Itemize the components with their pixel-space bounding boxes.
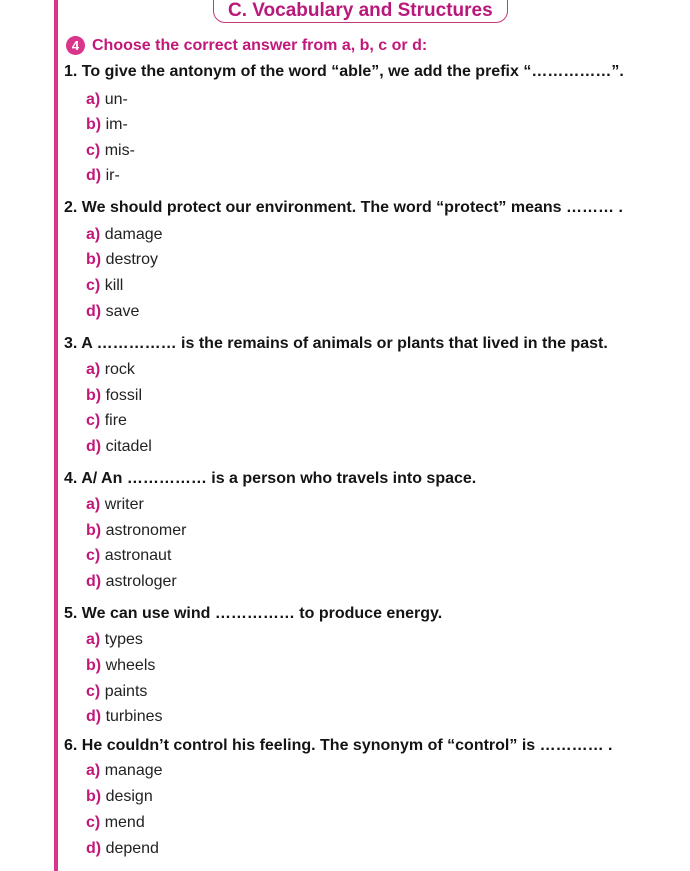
option-letter: b) [86, 657, 102, 674]
option-letter: b) [86, 788, 102, 805]
option-letter: b) [86, 116, 102, 133]
option-1b[interactable] [86, 116, 128, 134]
option-3b[interactable] [86, 387, 142, 405]
question-2: 2. We should protect our environment. The word “protect” means ……… . [64, 199, 623, 216]
option-4c[interactable] [86, 547, 171, 565]
question-5: 5. We can use wind …………… to produce energy. [64, 605, 443, 622]
option-letter: a) [86, 361, 101, 378]
option-text: fossil [105, 387, 143, 404]
option-letter: b) [86, 251, 102, 268]
option-letter: d) [86, 438, 102, 455]
option-text: mend [104, 814, 145, 831]
option-5b[interactable] [86, 657, 155, 675]
option-letter: c) [86, 412, 101, 429]
option-letter: d) [86, 167, 102, 184]
option-5d[interactable] [86, 708, 162, 726]
question-1: 1. To give the antonym of the word “able”, we add the prefix “……………”. [64, 63, 624, 80]
option-letter: a) [86, 762, 101, 779]
option-text: citadel [105, 438, 152, 455]
option-3d[interactable] [86, 438, 152, 456]
question-3: 3. A …………… is the remains of animals or plants that lived in the past. [64, 335, 608, 352]
option-letter: d) [86, 840, 102, 857]
option-letter: c) [86, 142, 101, 159]
option-letter: a) [86, 91, 101, 108]
option-1c[interactable] [86, 142, 135, 160]
option-text: destroy [105, 251, 159, 268]
section-title-box [213, 0, 508, 23]
option-letter: b) [86, 387, 102, 404]
option-5c[interactable] [86, 683, 147, 701]
option-letter: d) [86, 303, 102, 320]
option-text: mis- [104, 142, 135, 159]
option-text: astronomer [105, 522, 187, 539]
option-text: depend [105, 840, 159, 857]
option-text: astronaut [104, 547, 172, 564]
option-text: manage [104, 762, 163, 779]
option-4d[interactable] [86, 573, 177, 591]
option-text: turbines [105, 708, 163, 725]
option-text: damage [104, 226, 163, 243]
option-text: types [104, 631, 143, 648]
section-title: C. Vocabulary and Structures [228, 0, 493, 21]
option-letter: c) [86, 547, 101, 564]
option-1a[interactable] [86, 91, 128, 109]
option-letter: a) [86, 631, 101, 648]
question-4: 4. A/ An …………… is a person who travels into space. [64, 470, 477, 487]
option-text: ir- [105, 167, 120, 184]
option-text: fire [104, 412, 127, 429]
option-text: save [105, 303, 140, 320]
page-margin-line [54, 0, 58, 871]
option-4a[interactable] [86, 496, 144, 514]
option-6d[interactable] [86, 840, 159, 858]
option-6a[interactable] [86, 762, 163, 780]
option-letter: c) [86, 814, 101, 831]
option-6b[interactable] [86, 788, 153, 806]
option-text: im- [105, 116, 128, 133]
option-letter: b) [86, 522, 102, 539]
option-letter: a) [86, 496, 101, 513]
option-text: astrologer [105, 573, 177, 590]
option-6c[interactable] [86, 814, 145, 832]
option-letter: c) [86, 277, 101, 294]
option-letter: d) [86, 573, 102, 590]
option-2d[interactable] [86, 303, 139, 321]
option-letter: c) [86, 683, 101, 700]
option-text: kill [104, 277, 124, 294]
option-3a[interactable] [86, 361, 135, 379]
option-2b[interactable] [86, 251, 158, 269]
instruction-text: Choose the correct answer from a, b, c or d: [92, 36, 428, 54]
instruction [66, 36, 427, 55]
option-3c[interactable] [86, 412, 127, 430]
option-text: rock [104, 361, 135, 378]
option-text: writer [104, 496, 144, 513]
option-2a[interactable] [86, 226, 163, 244]
option-2c[interactable] [86, 277, 123, 295]
option-text: design [105, 788, 153, 805]
option-letter: a) [86, 226, 101, 243]
option-4b[interactable] [86, 522, 186, 540]
option-text: un- [104, 91, 128, 108]
question-6: 6. He couldn’t control his feeling. The synonym of “control” is ………… . [64, 737, 613, 754]
option-1d[interactable] [86, 167, 120, 185]
exercise-number-badge: 4 [66, 36, 85, 55]
option-text: paints [104, 683, 148, 700]
option-text: wheels [105, 657, 156, 674]
option-5a[interactable] [86, 631, 143, 649]
option-letter: d) [86, 708, 102, 725]
